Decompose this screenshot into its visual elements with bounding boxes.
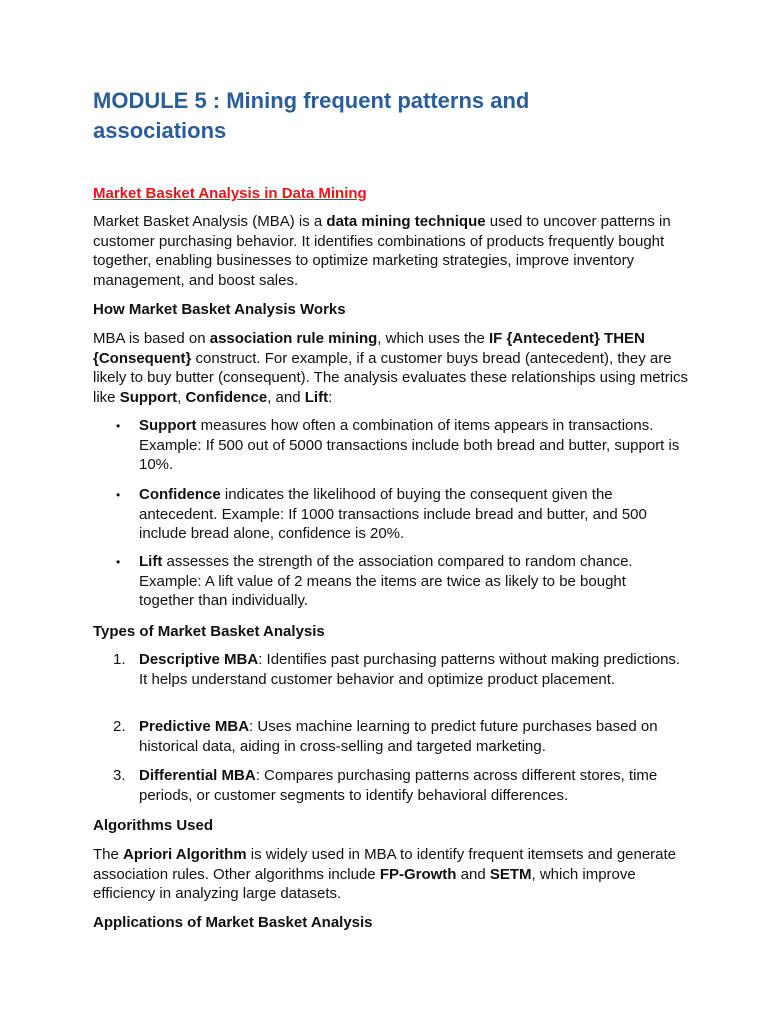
how-heading: How Market Basket Analysis Works [93, 301, 346, 318]
list-item-predictive: Predictive MBA: Uses machine learning to predict future purchases based on historical data, aiding in cross-selling and targeted marketing. [139, 718, 658, 755]
list-item-differential: Differential MBA: Compares purchasing patterns across different stores, time periods, or customer segments to identify behavioral differences. [139, 767, 658, 804]
applications-heading: Applications of Market Basket Analysis [93, 914, 373, 931]
bullet-marker: • [116, 419, 121, 433]
list-number: 2. [113, 718, 126, 735]
list-number: 1. [113, 651, 126, 668]
bullet-marker: • [116, 488, 121, 502]
section-heading: Market Basket Analysis in Data Mining [93, 185, 367, 202]
intro-paragraph: Market Basket Analysis (MBA) is a data mining technique used to uncover patterns in customer purchasing behavior. It identifies combinations of products frequently bought together, enabling businesses to optimize marketing strategies, improve inventory management, and boost sales. [93, 213, 671, 289]
list-item-confidence: Confidence indicates the likelihood of buying the consequent given the antecedent. Example: If 1000 transactions include bread and butter, and 500 include bread alone, confidence is 20%. [139, 486, 647, 542]
page-title: MODULE 5 : Mining frequent patterns and associations [93, 88, 530, 143]
bullet-marker: • [116, 555, 121, 569]
types-heading: Types of Market Basket Analysis [93, 623, 325, 640]
list-item-support: Support measures how often a combination of items appears in transactions. Example: If 500 out of 5000 transactions include both bread and butter, support is 10%. [139, 417, 680, 473]
list-number: 3. [113, 767, 126, 784]
list-item-descriptive: Descriptive MBA: Identifies past purchasing patterns without making predictions. It helps understand customer behavior and optimize product placement. [139, 651, 681, 688]
how-paragraph: MBA is based on association rule mining, which uses the IF {Antecedent} THEN {Consequent} construct. For example, if a customer buys bread (antecedent), they are likely to buy butter (consequent). The analysis evaluates these relationships using metrics like Support, Confidence, and Lift: [93, 330, 689, 406]
algorithms-paragraph: The Apriori Algorithm is widely used in MBA to identify frequent itemsets and generate association rules. Other algorithms include FP-Growth and SETM, which improve efficiency in analyzing large datasets. [93, 846, 677, 902]
list-item-lift: Lift assesses the strength of the association compared to random chance. Example: A lift value of 2 means the items are twice as likely to be bought together than individually. [139, 553, 633, 609]
algorithms-heading: Algorithms Used [93, 817, 214, 834]
